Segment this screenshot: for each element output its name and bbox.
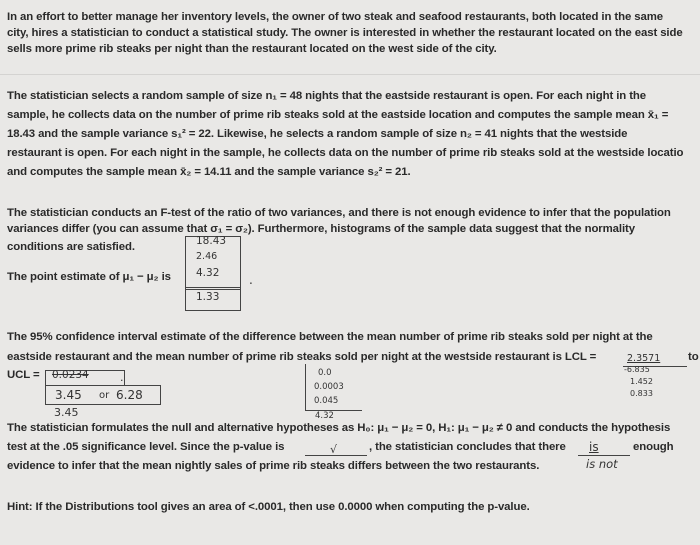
ftest-line-2: variances differ (you can assume that σ₁ = σ₂). Furthermore, histograms of the sample data suggest that the normality	[7, 223, 635, 235]
ucl-work-b: 6.28	[116, 388, 143, 402]
right-note-3: 0.833	[630, 389, 653, 398]
ftest-line-1: The statistician conducts an F-test of the ratio of two variances, and there is not enough evidence to infer that the population	[7, 207, 671, 219]
point-estimate-label: The point estimate of μ₁ − μ₂ is	[7, 271, 171, 283]
ucl-work-c: 3.45	[54, 406, 79, 419]
ucl-work-a: 3.45	[55, 388, 82, 402]
ci-line-1: The 95% confidence interval estimate of the difference between the mean number of prime rib steaks sold per night at the	[7, 331, 653, 343]
hint-label: Hint:	[7, 501, 33, 513]
hyp-line-2c: enough	[633, 441, 674, 453]
intro-line-3: sells more prime rib steaks per night than the restaurant located on the west side of the city.	[7, 43, 497, 55]
hand-work-1: 18.43	[196, 235, 227, 247]
divider	[0, 74, 700, 75]
period-2: .	[120, 371, 124, 384]
mid-note-3: 0.045	[314, 396, 339, 406]
conclusion-answer-field[interactable]	[578, 455, 630, 456]
hint-text: If the Distributions tool gives an area of <.0001, then use 0.0000 when computing the p-value.	[35, 501, 530, 513]
conclusion-answer: is	[589, 440, 599, 454]
mid-note-4: 4.32	[315, 411, 334, 421]
ci-line-2: eastside restaurant and the mean number of prime rib steaks sold per night at the westside restaurant is LCL =	[7, 351, 597, 363]
sampling-line-5: and computes the sample mean x̄₂ = 14.11 and the sample variance s₂² = 21.	[7, 166, 411, 178]
hyp-line-2a: test at the .05 significance level. Since the p-value is	[7, 441, 285, 453]
sampling-line-2: sample, he collects data on the number of prime rib steaks sold at the eastside location and computes the sample mean x̄₁ =	[7, 109, 669, 121]
lcl-tail: to	[688, 351, 699, 363]
period: .	[249, 273, 253, 287]
ucl-work-or: or	[99, 390, 110, 401]
ucl-answer: 0.0234	[52, 369, 89, 381]
point-estimate-answer: 1.33	[196, 291, 220, 303]
sampling-line-3: 18.43 and the sample variance s₁² = 22. Likewise, he selects a random sample of size n₂ = 41 nights that the westside	[7, 128, 628, 140]
conclusion-note: is not	[586, 457, 618, 471]
lcl-answer: 2.3571	[627, 353, 661, 364]
sampling-line-1: The statistician selects a random sample of size n₁ = 48 nights that the eastside restaurant is open. For each night in the	[7, 90, 646, 102]
right-note-1: -6.835	[624, 365, 650, 374]
intro-line-2: city, hires a statistician to conduct a statistical study. The owner is interested in whether the restaurant located on the east side	[7, 27, 683, 39]
ftest-line-3: conditions are satisfied.	[7, 241, 135, 253]
pvalue-answer: √	[330, 443, 338, 456]
right-note-2: 1.452	[630, 377, 653, 386]
mid-notes-box	[305, 364, 362, 411]
hyp-line-2b: , the statistician concludes that there	[369, 441, 566, 453]
mid-note-1: 0.0	[318, 368, 332, 378]
hand-work-2: 2.46	[196, 251, 218, 262]
intro-line-1: In an effort to better manage her inventory levels, the owner of two steak and seafood restaurants, both located in the same	[7, 11, 663, 23]
mid-note-2: 0.0003	[314, 382, 344, 392]
hyp-line-3: evidence to infer that the mean nightly sales of prime rib steaks differs between the two restaurants.	[7, 460, 540, 472]
hint-line	[7, 500, 530, 516]
sampling-line-4: restaurant is open. For each night in the sample, he collects data on the number of prime rib steaks sold at the westside locatio	[7, 147, 684, 159]
hyp-line-1: The statistician formulates the null and alternative hypotheses as H₀: μ₁ − μ₂ = 0, H₁: μ₁ − μ₂ ≠ 0 and conducts the hypothesis	[7, 422, 671, 434]
hand-work-3: 4.32	[196, 267, 220, 279]
ucl-label: UCL =	[7, 369, 40, 381]
